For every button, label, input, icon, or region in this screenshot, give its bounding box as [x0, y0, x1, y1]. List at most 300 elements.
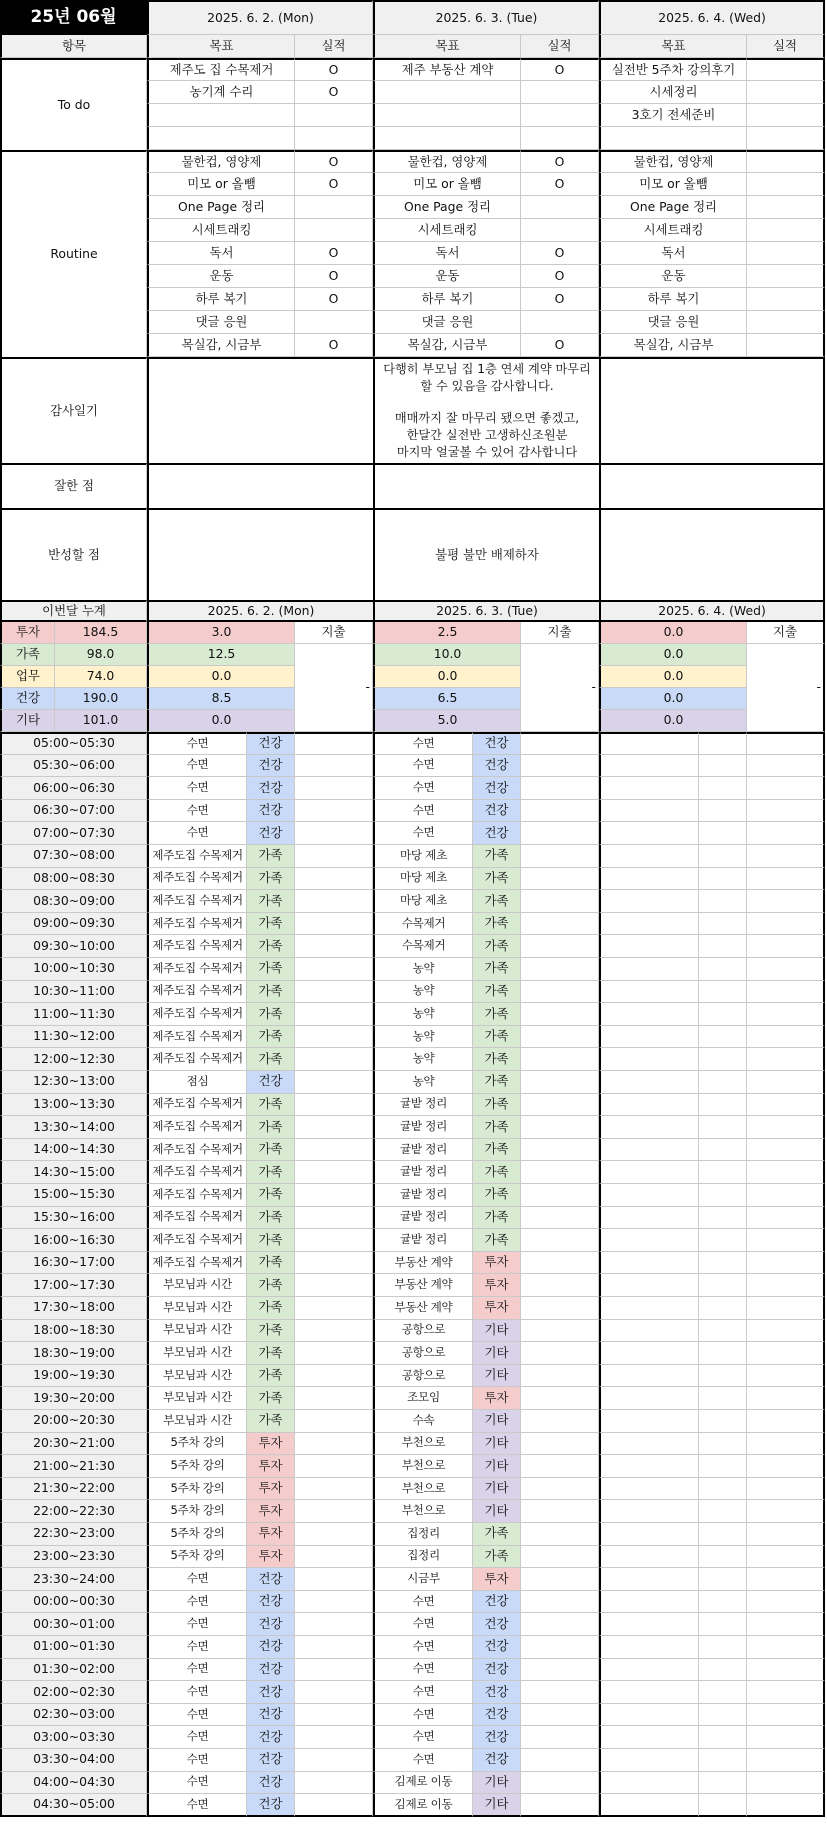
schedule-activity[interactable] [599, 935, 699, 958]
schedule-note[interactable] [295, 1410, 373, 1433]
schedule-note[interactable] [295, 1320, 373, 1343]
schedule-activity[interactable]: 조모임 [373, 1387, 473, 1410]
schedule-note[interactable] [521, 1433, 599, 1456]
schedule-note[interactable] [521, 1613, 599, 1636]
schedule-activity[interactable]: 수면 [147, 1726, 247, 1749]
schedule-activity[interactable]: 수면 [147, 1704, 247, 1727]
schedule-note[interactable] [747, 1613, 825, 1636]
schedule-note[interactable] [521, 913, 599, 936]
schedule-activity[interactable]: 부동산 계약 [373, 1252, 473, 1275]
schedule-note[interactable] [747, 1139, 825, 1162]
schedule-note[interactable] [521, 777, 599, 800]
schedule-note[interactable] [521, 1704, 599, 1727]
schedule-activity[interactable] [599, 1207, 699, 1230]
schedule-activity[interactable]: 수면 [147, 800, 247, 823]
schedule-activity[interactable] [599, 1726, 699, 1749]
schedule-note[interactable] [747, 1297, 825, 1320]
schedule-activity[interactable]: 마당 제초 [373, 890, 473, 913]
schedule-activity[interactable]: 제주도집 수목제거 [147, 890, 247, 913]
routine-result[interactable] [747, 242, 825, 265]
reflect-entry[interactable] [599, 508, 825, 600]
schedule-note[interactable] [521, 800, 599, 823]
schedule-note[interactable] [295, 1613, 373, 1636]
schedule-note[interactable] [295, 755, 373, 778]
schedule-activity[interactable]: 수속 [373, 1410, 473, 1433]
schedule-note[interactable] [747, 1523, 825, 1546]
schedule-activity[interactable] [599, 1455, 699, 1478]
schedule-note[interactable] [521, 1772, 599, 1795]
schedule-activity[interactable] [599, 1659, 699, 1682]
routine-result[interactable] [747, 265, 825, 288]
schedule-note[interactable] [747, 868, 825, 891]
schedule-activity[interactable]: 수면 [373, 1613, 473, 1636]
schedule-note[interactable] [521, 1681, 599, 1704]
schedule-note[interactable] [521, 1003, 599, 1026]
schedule-activity[interactable]: 귤밭 정리 [373, 1094, 473, 1117]
schedule-note[interactable] [295, 1659, 373, 1682]
schedule-activity[interactable] [599, 800, 699, 823]
schedule-note[interactable] [747, 935, 825, 958]
schedule-activity[interactable]: 수면 [147, 1591, 247, 1614]
schedule-activity[interactable]: 제주도집 수목제거 [147, 1116, 247, 1139]
schedule-note[interactable] [521, 1094, 599, 1117]
schedule-activity[interactable]: 김제로 이동 [373, 1772, 473, 1795]
routine-result[interactable]: O [521, 242, 599, 265]
todo-result[interactable] [521, 104, 599, 127]
schedule-note[interactable] [747, 1410, 825, 1433]
schedule-activity[interactable]: 5주차 강의 [147, 1478, 247, 1501]
schedule-activity[interactable] [599, 777, 699, 800]
todo-result[interactable] [521, 127, 599, 150]
schedule-activity[interactable]: 제주도집 수목제거 [147, 845, 247, 868]
routine-result[interactable]: O [295, 288, 373, 311]
schedule-note[interactable] [295, 800, 373, 823]
todo-result[interactable]: O [295, 81, 373, 104]
schedule-note[interactable] [747, 1071, 825, 1094]
reflect-entry[interactable] [147, 508, 373, 600]
schedule-activity[interactable] [599, 913, 699, 936]
routine-result[interactable] [521, 196, 599, 219]
schedule-note[interactable] [521, 1274, 599, 1297]
schedule-activity[interactable]: 수면 [373, 777, 473, 800]
schedule-activity[interactable]: 제주도집 수목제거 [147, 1094, 247, 1117]
routine-result[interactable] [747, 219, 825, 242]
schedule-note[interactable] [295, 1048, 373, 1071]
schedule-note[interactable] [747, 1591, 825, 1614]
schedule-activity[interactable] [599, 1297, 699, 1320]
routine-result[interactable]: O [295, 334, 373, 357]
schedule-activity[interactable]: 공항으로 [373, 1342, 473, 1365]
schedule-activity[interactable] [599, 1387, 699, 1410]
schedule-note[interactable] [295, 1184, 373, 1207]
schedule-note[interactable] [747, 1478, 825, 1501]
schedule-note[interactable] [295, 1455, 373, 1478]
todo-result[interactable] [747, 58, 825, 81]
schedule-note[interactable] [521, 1636, 599, 1659]
schedule-note[interactable] [295, 822, 373, 845]
routine-result[interactable] [295, 219, 373, 242]
schedule-note[interactable] [521, 1387, 599, 1410]
schedule-note[interactable] [747, 1048, 825, 1071]
schedule-activity[interactable]: 귤밭 정리 [373, 1229, 473, 1252]
schedule-activity[interactable] [599, 1772, 699, 1795]
schedule-note[interactable] [747, 1274, 825, 1297]
schedule-note[interactable] [295, 1387, 373, 1410]
schedule-note[interactable] [295, 1681, 373, 1704]
schedule-note[interactable] [747, 1704, 825, 1727]
gratitude-entry[interactable] [147, 357, 373, 463]
schedule-activity[interactable]: 귤밭 정리 [373, 1139, 473, 1162]
schedule-note[interactable] [747, 845, 825, 868]
schedule-activity[interactable]: 제주도집 수목제거 [147, 1003, 247, 1026]
schedule-note[interactable] [747, 913, 825, 936]
schedule-note[interactable] [521, 935, 599, 958]
routine-result[interactable]: O [295, 173, 373, 196]
schedule-activity[interactable]: 부모님과 시간 [147, 1387, 247, 1410]
schedule-note[interactable] [295, 1568, 373, 1591]
schedule-note[interactable] [521, 1184, 599, 1207]
schedule-activity[interactable]: 수면 [147, 1772, 247, 1795]
schedule-activity[interactable]: 부천으로 [373, 1478, 473, 1501]
schedule-note[interactable] [747, 1387, 825, 1410]
schedule-note[interactable] [295, 732, 373, 755]
routine-result[interactable] [295, 311, 373, 334]
schedule-activity[interactable]: 부모님과 시간 [147, 1320, 247, 1343]
schedule-activity[interactable]: 귤밭 정리 [373, 1116, 473, 1139]
schedule-note[interactable] [521, 1591, 599, 1614]
schedule-activity[interactable]: 부모님과 시간 [147, 1410, 247, 1433]
schedule-note[interactable] [747, 1455, 825, 1478]
todo-result[interactable] [295, 104, 373, 127]
schedule-note[interactable] [295, 1116, 373, 1139]
schedule-note[interactable] [295, 1365, 373, 1388]
schedule-activity[interactable] [599, 890, 699, 913]
schedule-note[interactable] [747, 1094, 825, 1117]
schedule-activity[interactable]: 제주도집 수목제거 [147, 868, 247, 891]
schedule-note[interactable] [521, 845, 599, 868]
todo-result[interactable]: O [295, 58, 373, 81]
schedule-note[interactable] [295, 1252, 373, 1275]
routine-result[interactable] [747, 311, 825, 334]
schedule-note[interactable] [295, 958, 373, 981]
schedule-activity[interactable]: 수면 [147, 1568, 247, 1591]
schedule-activity[interactable]: 공항으로 [373, 1365, 473, 1388]
schedule-note[interactable] [295, 1094, 373, 1117]
schedule-note[interactable] [747, 1229, 825, 1252]
schedule-note[interactable] [521, 868, 599, 891]
schedule-note[interactable] [747, 1003, 825, 1026]
gratitude-entry[interactable] [599, 357, 825, 463]
schedule-note[interactable] [295, 1772, 373, 1795]
schedule-note[interactable] [521, 1297, 599, 1320]
schedule-note[interactable] [521, 1071, 599, 1094]
schedule-note[interactable] [521, 1410, 599, 1433]
schedule-activity[interactable]: 수면 [147, 777, 247, 800]
schedule-activity[interactable]: 수면 [373, 822, 473, 845]
schedule-note[interactable] [521, 1500, 599, 1523]
routine-result[interactable]: O [521, 265, 599, 288]
schedule-note[interactable] [747, 800, 825, 823]
schedule-activity[interactable] [599, 1410, 699, 1433]
schedule-activity[interactable] [599, 1568, 699, 1591]
schedule-activity[interactable]: 수면 [373, 1749, 473, 1772]
todo-result[interactable] [747, 104, 825, 127]
schedule-activity[interactable]: 수면 [373, 1659, 473, 1682]
schedule-activity[interactable]: 제주도집 수목제거 [147, 1229, 247, 1252]
schedule-note[interactable] [521, 732, 599, 755]
schedule-activity[interactable] [599, 1320, 699, 1343]
schedule-activity[interactable]: 제주도집 수목제거 [147, 935, 247, 958]
schedule-activity[interactable] [599, 1048, 699, 1071]
schedule-activity[interactable]: 부동산 계약 [373, 1274, 473, 1297]
schedule-activity[interactable]: 제주도집 수목제거 [147, 1161, 247, 1184]
schedule-activity[interactable] [599, 1139, 699, 1162]
schedule-activity[interactable]: 시금부 [373, 1568, 473, 1591]
schedule-note[interactable] [521, 1659, 599, 1682]
schedule-activity[interactable] [599, 1184, 699, 1207]
schedule-note[interactable] [747, 1749, 825, 1772]
schedule-activity[interactable]: 수면 [373, 1726, 473, 1749]
schedule-activity[interactable]: 수면 [147, 1613, 247, 1636]
schedule-note[interactable] [521, 1139, 599, 1162]
routine-result[interactable] [747, 288, 825, 311]
schedule-activity[interactable]: 제주도집 수목제거 [147, 981, 247, 1004]
schedule-activity[interactable]: 농약 [373, 1003, 473, 1026]
schedule-note[interactable] [295, 913, 373, 936]
schedule-activity[interactable]: 제주도집 수목제거 [147, 1184, 247, 1207]
schedule-activity[interactable] [599, 1613, 699, 1636]
schedule-note[interactable] [521, 981, 599, 1004]
schedule-note[interactable] [521, 1546, 599, 1569]
schedule-note[interactable] [521, 1455, 599, 1478]
schedule-note[interactable] [521, 1749, 599, 1772]
todo-result[interactable] [747, 127, 825, 150]
schedule-note[interactable] [521, 755, 599, 778]
schedule-note[interactable] [521, 1342, 599, 1365]
schedule-note[interactable] [521, 1252, 599, 1275]
schedule-note[interactable] [295, 1229, 373, 1252]
schedule-activity[interactable]: 5주차 강의 [147, 1523, 247, 1546]
schedule-activity[interactable]: 귤밭 정리 [373, 1184, 473, 1207]
schedule-note[interactable] [747, 958, 825, 981]
schedule-note[interactable] [747, 1681, 825, 1704]
routine-result[interactable] [295, 196, 373, 219]
schedule-note[interactable] [295, 1636, 373, 1659]
spend-value[interactable]: - [521, 644, 599, 732]
schedule-activity[interactable]: 부천으로 [373, 1455, 473, 1478]
todo-result[interactable] [747, 81, 825, 104]
schedule-activity[interactable]: 수면 [147, 1659, 247, 1682]
schedule-activity[interactable]: 마당 제초 [373, 868, 473, 891]
todo-result[interactable]: O [521, 58, 599, 81]
schedule-activity[interactable]: 부천으로 [373, 1433, 473, 1456]
schedule-note[interactable] [747, 1636, 825, 1659]
schedule-note[interactable] [747, 1433, 825, 1456]
schedule-activity[interactable]: 귤밭 정리 [373, 1161, 473, 1184]
schedule-note[interactable] [747, 1252, 825, 1275]
schedule-note[interactable] [747, 890, 825, 913]
schedule-activity[interactable]: 수면 [373, 1636, 473, 1659]
schedule-note[interactable] [295, 1207, 373, 1230]
schedule-activity[interactable] [599, 1749, 699, 1772]
schedule-activity[interactable] [599, 981, 699, 1004]
schedule-activity[interactable]: 수목제거 [373, 935, 473, 958]
schedule-note[interactable] [747, 777, 825, 800]
schedule-activity[interactable] [599, 1071, 699, 1094]
schedule-note[interactable] [747, 1659, 825, 1682]
schedule-note[interactable] [747, 1365, 825, 1388]
schedule-activity[interactable]: 수면 [147, 822, 247, 845]
schedule-activity[interactable] [599, 1229, 699, 1252]
schedule-activity[interactable]: 5주차 강의 [147, 1455, 247, 1478]
schedule-note[interactable] [295, 1003, 373, 1026]
schedule-note[interactable] [747, 1726, 825, 1749]
schedule-activity[interactable] [599, 822, 699, 845]
schedule-activity[interactable]: 수면 [373, 1681, 473, 1704]
schedule-note[interactable] [747, 1794, 825, 1817]
schedule-activity[interactable]: 부모님과 시간 [147, 1274, 247, 1297]
schedule-activity[interactable]: 농약 [373, 1071, 473, 1094]
gratitude-entry[interactable] [373, 357, 599, 463]
schedule-activity[interactable]: 부모님과 시간 [147, 1365, 247, 1388]
schedule-activity[interactable] [599, 1591, 699, 1614]
schedule-activity[interactable] [599, 845, 699, 868]
schedule-note[interactable] [295, 1591, 373, 1614]
schedule-note[interactable] [295, 1161, 373, 1184]
routine-result[interactable]: O [521, 173, 599, 196]
schedule-activity[interactable]: 부모님과 시간 [147, 1297, 247, 1320]
schedule-note[interactable] [521, 1794, 599, 1817]
schedule-note[interactable] [747, 755, 825, 778]
schedule-note[interactable] [747, 981, 825, 1004]
reflect-entry[interactable]: 불평 불만 배제하자 [373, 508, 599, 600]
schedule-note[interactable] [747, 1568, 825, 1591]
schedule-note[interactable] [521, 1161, 599, 1184]
spend-value[interactable]: - [295, 644, 373, 732]
schedule-activity[interactable] [599, 1478, 699, 1501]
schedule-activity[interactable] [599, 1026, 699, 1049]
schedule-note[interactable] [521, 1523, 599, 1546]
routine-result[interactable]: O [521, 150, 599, 173]
schedule-note[interactable] [521, 1568, 599, 1591]
schedule-note[interactable] [295, 845, 373, 868]
routine-result[interactable]: O [295, 242, 373, 265]
good-entry[interactable] [147, 463, 373, 508]
schedule-activity[interactable]: 제주도집 수목제거 [147, 913, 247, 936]
schedule-activity[interactable]: 마당 제초 [373, 845, 473, 868]
schedule-note[interactable] [521, 1478, 599, 1501]
schedule-note[interactable] [747, 1772, 825, 1795]
routine-result[interactable] [521, 219, 599, 242]
schedule-activity[interactable]: 수면 [147, 1749, 247, 1772]
routine-result[interactable] [521, 311, 599, 334]
schedule-note[interactable] [521, 1365, 599, 1388]
routine-result[interactable] [747, 334, 825, 357]
schedule-note[interactable] [295, 1794, 373, 1817]
schedule-note[interactable] [747, 1026, 825, 1049]
routine-result[interactable]: O [295, 265, 373, 288]
routine-result[interactable]: O [295, 150, 373, 173]
todo-result[interactable] [295, 127, 373, 150]
routine-result[interactable]: O [521, 288, 599, 311]
schedule-activity[interactable] [599, 1794, 699, 1817]
schedule-note[interactable] [295, 1523, 373, 1546]
schedule-activity[interactable]: 농약 [373, 1026, 473, 1049]
schedule-note[interactable] [747, 1116, 825, 1139]
schedule-activity[interactable]: 제주도집 수목제거 [147, 1252, 247, 1275]
schedule-activity[interactable] [599, 1681, 699, 1704]
schedule-note[interactable] [295, 1342, 373, 1365]
schedule-activity[interactable]: 귤밭 정리 [373, 1207, 473, 1230]
schedule-activity[interactable]: 제주도집 수목제거 [147, 1026, 247, 1049]
schedule-note[interactable] [295, 1478, 373, 1501]
schedule-note[interactable] [747, 822, 825, 845]
schedule-note[interactable] [521, 1026, 599, 1049]
schedule-activity[interactable]: 김제로 이동 [373, 1794, 473, 1817]
schedule-activity[interactable] [599, 868, 699, 891]
schedule-activity[interactable]: 5주차 강의 [147, 1500, 247, 1523]
schedule-activity[interactable] [599, 1094, 699, 1117]
schedule-note[interactable] [295, 1297, 373, 1320]
schedule-activity[interactable]: 농약 [373, 981, 473, 1004]
schedule-activity[interactable] [599, 1500, 699, 1523]
schedule-note[interactable] [747, 1546, 825, 1569]
schedule-note[interactable] [521, 890, 599, 913]
schedule-note[interactable] [295, 1026, 373, 1049]
schedule-note[interactable] [747, 732, 825, 755]
schedule-activity[interactable] [599, 1003, 699, 1026]
schedule-activity[interactable] [599, 1433, 699, 1456]
schedule-activity[interactable] [599, 755, 699, 778]
schedule-activity[interactable]: 부천으로 [373, 1500, 473, 1523]
schedule-activity[interactable]: 제주도집 수목제거 [147, 958, 247, 981]
schedule-activity[interactable]: 수면 [147, 1681, 247, 1704]
schedule-note[interactable] [295, 1546, 373, 1569]
schedule-activity[interactable]: 수면 [147, 1794, 247, 1817]
schedule-activity[interactable]: 수목제거 [373, 913, 473, 936]
schedule-activity[interactable]: 점심 [147, 1071, 247, 1094]
schedule-activity[interactable] [599, 1116, 699, 1139]
schedule-note[interactable] [295, 981, 373, 1004]
todo-result[interactable] [521, 81, 599, 104]
schedule-note[interactable] [295, 1726, 373, 1749]
schedule-activity[interactable] [599, 958, 699, 981]
schedule-activity[interactable]: 수면 [147, 1636, 247, 1659]
schedule-note[interactable] [747, 1320, 825, 1343]
schedule-activity[interactable]: 집정리 [373, 1546, 473, 1569]
schedule-activity[interactable]: 수면 [373, 755, 473, 778]
schedule-note[interactable] [521, 1116, 599, 1139]
schedule-activity[interactable]: 수면 [373, 1704, 473, 1727]
schedule-activity[interactable]: 수면 [147, 732, 247, 755]
schedule-activity[interactable] [599, 732, 699, 755]
schedule-activity[interactable]: 농약 [373, 958, 473, 981]
schedule-note[interactable] [521, 1229, 599, 1252]
schedule-activity[interactable] [599, 1546, 699, 1569]
schedule-activity[interactable]: 5주차 강의 [147, 1433, 247, 1456]
spend-value[interactable]: - [747, 644, 825, 732]
routine-result[interactable] [747, 196, 825, 219]
schedule-activity[interactable]: 집정리 [373, 1523, 473, 1546]
routine-result[interactable] [747, 150, 825, 173]
schedule-note[interactable] [521, 1726, 599, 1749]
schedule-note[interactable] [295, 1071, 373, 1094]
schedule-activity[interactable]: 농약 [373, 1048, 473, 1071]
schedule-activity[interactable] [599, 1636, 699, 1659]
schedule-note[interactable] [295, 1274, 373, 1297]
good-entry[interactable] [373, 463, 599, 508]
routine-result[interactable] [747, 173, 825, 196]
